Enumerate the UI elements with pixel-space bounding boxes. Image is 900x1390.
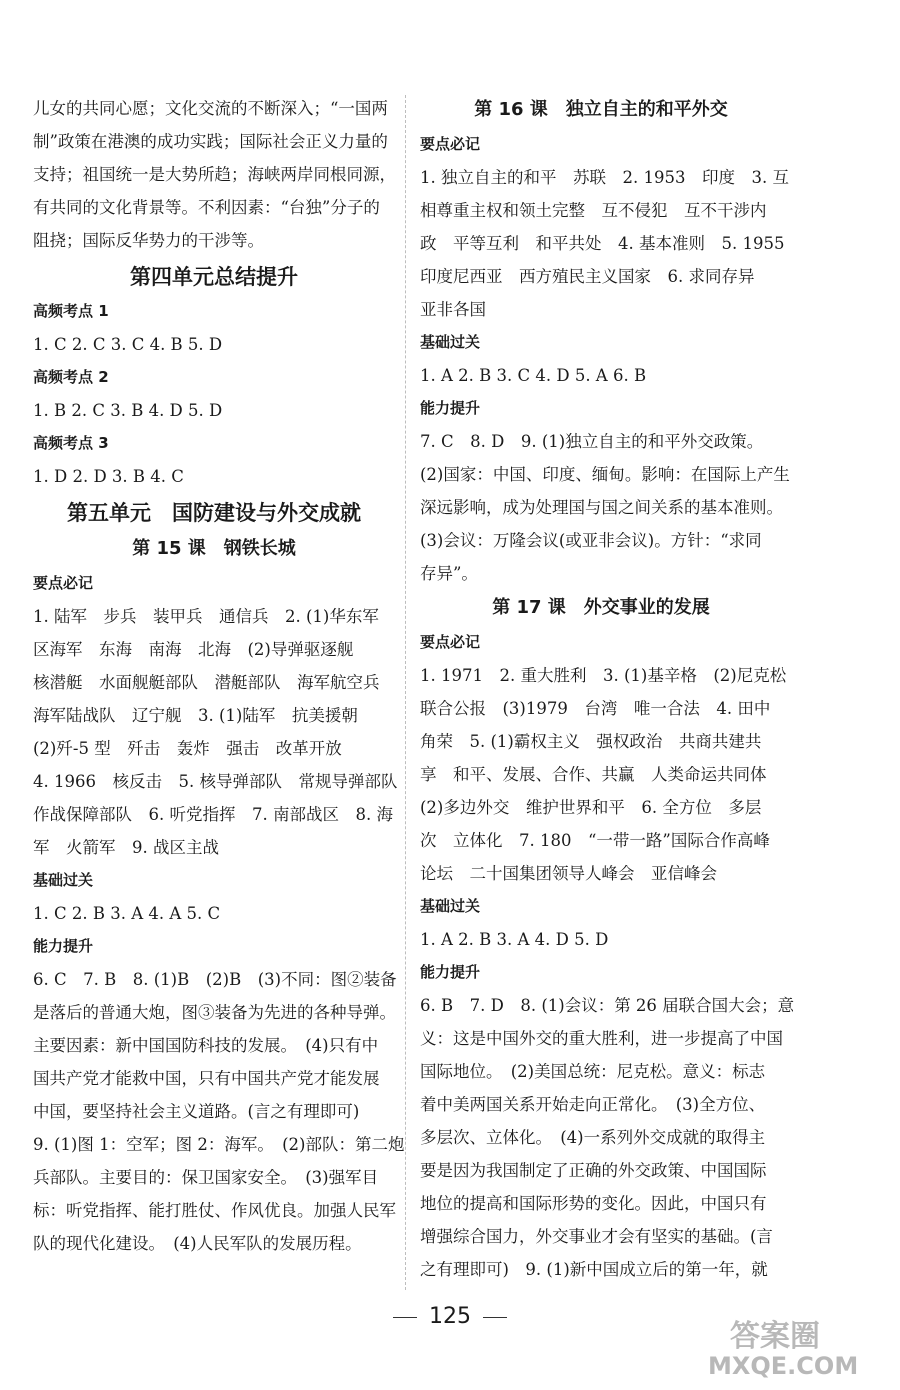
- text-line: 中国，要坚持社会主义道路。(言之有理即可): [33, 1102, 360, 1121]
- lesson15-advanced: [33, 963, 405, 1260]
- text-line: 区海军 东海 南海 北海 (2)导弹驱逐舰: [33, 640, 354, 659]
- text-line: 9. (1)图 1：空军；图 2：海军。 (2)部队：第二炮: [33, 1135, 405, 1154]
- section-heading: 要点必记: [420, 135, 481, 153]
- section-heading: 要点必记: [33, 574, 94, 592]
- section-heading: 能力提升: [420, 399, 481, 417]
- text-line: 队的现代化建设。 (4)人民军队的发展历程。: [33, 1234, 362, 1253]
- section-heading: 要点必记: [420, 633, 481, 651]
- text-line: 国共产党才能救中国，只有中国共产党才能发展: [33, 1069, 380, 1088]
- text-line: 兵部队。主要目的：保卫国家安全。 (3)强军目: [33, 1168, 379, 1187]
- text-line: 增强综合国力，外交事业才会有坚实的基础。(言: [420, 1227, 773, 1246]
- section-heading: 基础过关: [33, 871, 94, 889]
- text-line: 多层次、立体化。 (4)一系列外交成就的取得主: [420, 1128, 766, 1147]
- intro-paragraph: [33, 92, 395, 257]
- text-line: (2)歼-5 型 歼击 轰炸 强击 改革开放: [33, 739, 342, 758]
- answer-line: 1. B 2. C 3. B 4. D 5. D: [33, 401, 223, 420]
- section-heading: 基础过关: [420, 897, 481, 915]
- text-line: 军 火箭军 9. 战区主战: [33, 838, 219, 857]
- page-number-text: 125: [429, 1304, 471, 1329]
- text-line: 政 平等互利 和平共处 4. 基本准则 5. 1955: [420, 234, 785, 253]
- text-line: 亚非各国: [420, 300, 486, 319]
- text-line: 国际地位。 (2)美国总统：尼克松。意义：标志: [420, 1062, 766, 1081]
- unit4-title: 第四单元总结提升: [130, 265, 298, 289]
- answer-line: 1. A 2. B 3. A 4. D 5. D: [420, 930, 609, 949]
- section-heading: 能力提升: [33, 937, 94, 955]
- text-line: (2)国家：中国、印度、缅甸。影响：在国际上产生: [420, 465, 790, 484]
- lesson15-title: 第 15 课 钢铁长城: [132, 538, 296, 559]
- text-line: 义：这是中国外交的重大胜利，进一步提高了中国: [420, 1029, 783, 1048]
- text-line: 支持；祖国统一是大势所趋；海峡两岸同根同源，: [33, 165, 396, 184]
- right-column: [420, 92, 795, 1286]
- section-heading: 能力提升: [420, 963, 481, 981]
- answer-line: 1. A 2. B 3. C 4. D 5. A 6. B: [420, 366, 647, 385]
- watermark-text-top: 答案圈: [730, 1319, 820, 1354]
- text-line: 论坛 二十国集团领导人峰会 亚信峰会: [420, 864, 717, 883]
- column-divider: [405, 95, 406, 1290]
- left-column: [33, 92, 405, 1260]
- text-line: 着中美两国关系开始走向正常化。 (3)全方位、: [420, 1095, 766, 1114]
- lesson15-key-points: [33, 600, 398, 864]
- text-line: 儿女的共同心愿；文化交流的不断深入；“一国两: [33, 99, 388, 118]
- text-line: 有共同的文化背景等。不利因素：“台独”分子的: [33, 198, 380, 217]
- text-line: 是落后的普通大炮，图③装备为先进的各种导弹。: [33, 1003, 396, 1022]
- text-line: 享 和平、发展、合作、共赢 人类命运共同体: [420, 765, 767, 784]
- text-line: 1. 1971 2. 重大胜利 3. (1)基辛格 (2)尼克松: [420, 666, 787, 685]
- watermark-logo: [700, 1312, 890, 1380]
- text-line: 要是因为我国制定了正确的外交政策、中国国际: [420, 1161, 767, 1180]
- text-line: 存异”。: [420, 564, 478, 583]
- text-line: 印度尼西亚 西方殖民主义国家 6. 求同存异: [420, 267, 755, 286]
- lesson17-title: 第 17 课 外交事业的发展: [492, 597, 710, 618]
- dash-right: [483, 1317, 507, 1318]
- text-line: 制”政策在港澳的成功实践；国际社会正义力量的: [33, 132, 388, 151]
- text-line: 作战保障部队 6. 听党指挥 7. 南部战区 8. 海: [33, 805, 393, 824]
- text-line: (2)多边外交 维护世界和平 6. 全方位 多层: [420, 798, 762, 817]
- lesson16-advanced: [420, 425, 790, 590]
- text-line: (3)会议：万隆会议(或亚非会议)。方针：“求同: [420, 531, 762, 550]
- watermark-text-bottom: MXQE.COM: [708, 1352, 859, 1380]
- section-heading: 基础过关: [420, 333, 481, 351]
- section-heading: 高频考点 3: [33, 434, 109, 452]
- text-line: 次 立体化 7. 180 “一带一路”国际合作高峰: [420, 831, 770, 850]
- text-line: 阻挠；国际反华势力的干涉等。: [33, 231, 264, 250]
- section-heading: 高频考点 2: [33, 368, 109, 386]
- text-line: 6. C 7. B 8. (1)B (2)B (3)不同：图②装备: [33, 970, 397, 989]
- text-line: 海军陆战队 辽宁舰 3. (1)陆军 抗美援朝: [33, 706, 358, 725]
- text-line: 地位的提高和国际形势的变化。因此，中国只有: [420, 1194, 767, 1213]
- text-line: 主要因素：新中国国防科技的发展。 (4)只有中: [33, 1036, 379, 1055]
- text-line: 深远影响，成为处理国与国之间关系的基本准则。: [420, 498, 783, 517]
- text-line: 标：听党指挥、能打胜仗、作风优良。加强人民军: [33, 1201, 396, 1220]
- lesson17-key-points: [420, 659, 787, 890]
- lesson16-key-points: [420, 161, 789, 326]
- text-line: 核潜艇 水面舰艇部队 潜艇部队 海军航空兵: [33, 673, 380, 692]
- answer-line: 1. D 2. D 3. B 4. C: [33, 467, 184, 486]
- text-line: 相尊重主权和领土完整 互不侵犯 互不干涉内: [420, 201, 767, 220]
- text-line: 4. 1966 核反击 5. 核导弹部队 常规导弹部队: [33, 772, 398, 791]
- section-heading: 高频考点 1: [33, 302, 109, 320]
- text-line: 1. 独立自主的和平 苏联 2. 1953 印度 3. 互: [420, 168, 789, 187]
- dash-left: [393, 1317, 417, 1318]
- text-line: 联合公报 (3)1979 台湾 唯一合法 4. 田中: [420, 699, 771, 718]
- answer-line: 1. C 2. C 3. C 4. B 5. D: [33, 335, 223, 354]
- text-line: 角荣 5. (1)霸权主义 强权政治 共商共建共: [420, 732, 762, 751]
- unit5-title: 第五单元 国防建设与外交成就: [67, 501, 361, 525]
- lesson17-advanced: [420, 989, 795, 1286]
- text-line: 6. B 7. D 8. (1)会议：第 26 届联合国大会；意: [420, 996, 795, 1015]
- text-line: 1. 陆军 步兵 装甲兵 通信兵 2. (1)华东军: [33, 607, 379, 626]
- lesson16-title: 第 16 课 独立自主的和平外交: [474, 99, 728, 120]
- text-line: 7. C 8. D 9. (1)独立自主的和平外交政策。: [420, 432, 764, 451]
- answer-line: 1. C 2. B 3. A 4. A 5. C: [33, 904, 221, 923]
- text-line: 之有理即可) 9. (1)新中国成立后的第一年，就: [420, 1260, 768, 1279]
